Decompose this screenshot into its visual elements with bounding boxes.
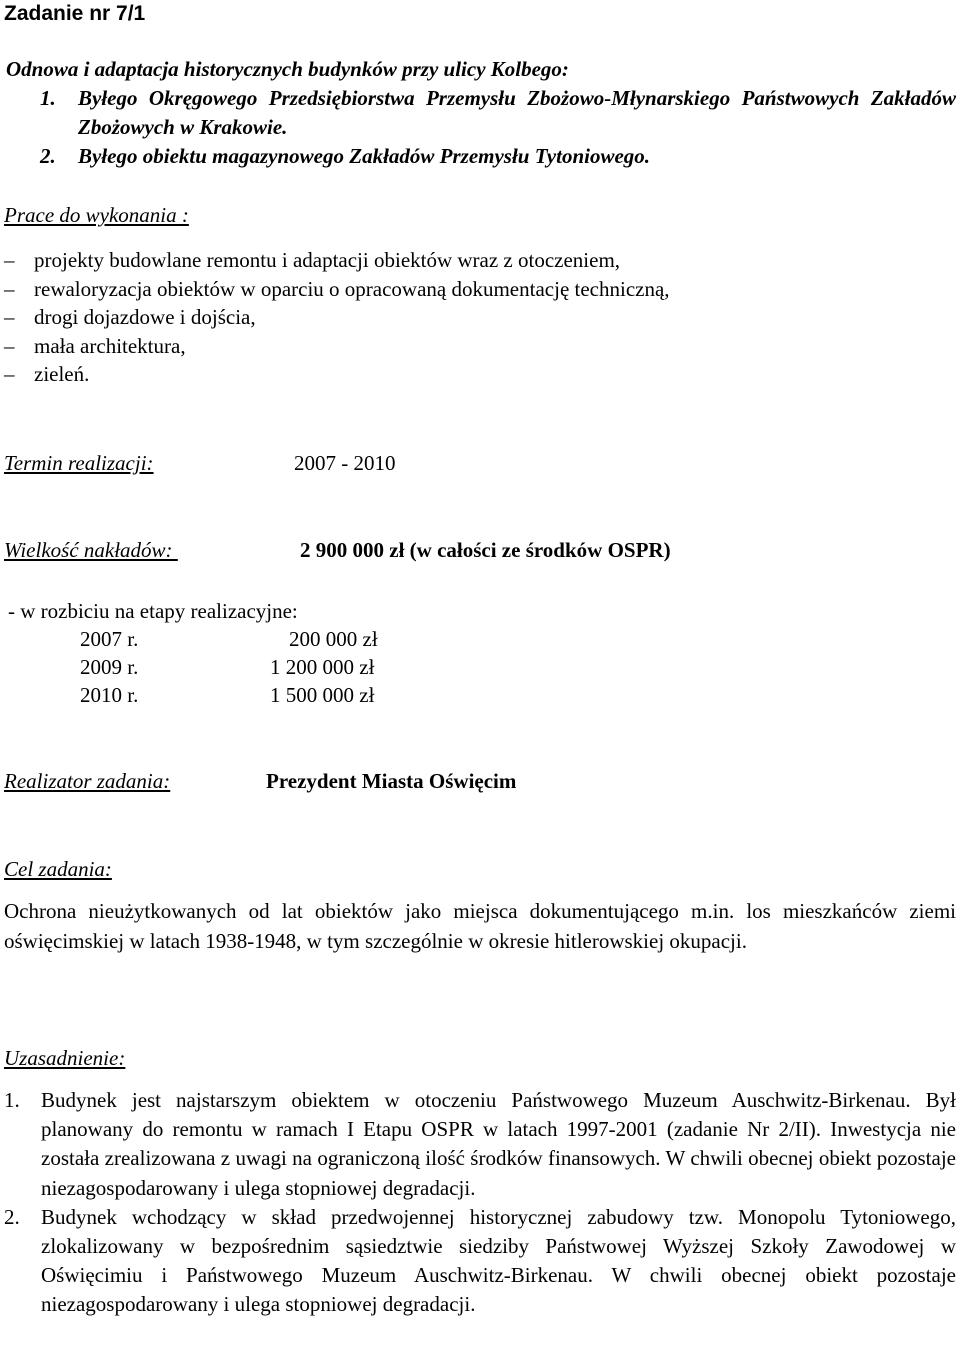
- works-list-item: [4, 303, 670, 332]
- works-list-item: [4, 360, 670, 389]
- justification-list: [4, 1086, 956, 1320]
- dash-bullet: –: [4, 362, 15, 386]
- works-label: Prace do wykonania :: [4, 203, 189, 227]
- costs-label: Wielkość nakładów:: [4, 538, 178, 562]
- task-title-intro: Odnowa i adaptacja historycznych budynków przy ulicy Kolbego:: [6, 57, 569, 81]
- justification-item-text: Budynek jest najstarszym obiektem w otoczeniu Państwowego Muzeum Auschwitz-Birkenau. Był planowany do remontu w ramach I Etapu OSPR w latach 1997-2001 (zadanie Nr 2/II). Inwestycja nie została zrealizowana z uwagi na ograniczoną ilość środków finansowych. W chwili obecnej obiekt pozostaje niezagospodarowany i ulega stopniowej degradacji.: [41, 1088, 956, 1200]
- justification-item-text: Budynek wchodzący w skład przedwojennej historycznej zabudowy tzw. Monopolu Tytoniowego, zlokalizowany w bezpośrednim sąsiedztwie siedziby Państwowej Wyższej Szkoły Zawodowej w Oświęcimiu i Państwowego Muzeum Auschwitz-Birkenau. W chwili obecnej obiekt pozostaje niezagospodarowany i ulega stopniowej degradacji.: [41, 1204, 956, 1317]
- task-title-item-number: 2.: [40, 144, 56, 168]
- executor-value: Prezydent Miasta Oświęcim: [266, 769, 517, 793]
- stage-amount: 1 200 000 zł: [270, 655, 375, 679]
- justification-item-number: 2.: [4, 1204, 20, 1229]
- dash-bullet: –: [4, 248, 15, 272]
- document-heading: Zadanie nr 7/1: [4, 2, 146, 25]
- stage-year: 2007 r.: [80, 627, 139, 651]
- task-title-list: [6, 84, 956, 171]
- task-title-item-number: 1.: [40, 86, 56, 110]
- goal-label: Cel zadania:: [4, 857, 112, 881]
- works-list: [4, 246, 670, 389]
- works-item-text: drogi dojazdowe i dojścia,: [34, 305, 256, 329]
- works-item-text: projekty budowlane remontu i adaptacji obiektów wraz z otoczeniem,: [34, 248, 621, 272]
- works-list-item: [4, 246, 670, 275]
- task-title-item: [6, 84, 956, 142]
- justification-item-number: 1.: [4, 1088, 20, 1112]
- justification-label: Uzasadnienie:: [4, 1046, 126, 1070]
- works-item-text: mała architektura,: [34, 333, 186, 358]
- task-title: [6, 55, 956, 171]
- costs-value: 2 900 000 zł (w całości ze środków OSPR): [300, 538, 671, 562]
- works-list-item: [4, 332, 670, 361]
- works-item-text: zieleń.: [34, 362, 90, 386]
- task-title-item: [6, 142, 956, 171]
- dash-bullet: –: [4, 305, 15, 329]
- task-title-item-text: Byłego Okręgowego Przedsiębiorstwa Przemysłu Zbożowo-Młynarskiego Państwowych Zakładów Zbożowych w Krakowie.: [78, 86, 956, 139]
- stage-amount: 200 000 zł: [289, 627, 378, 651]
- stage-amount: 1 500 000 zł: [270, 683, 375, 707]
- term-value: 2007 - 2010: [294, 451, 396, 475]
- stage-year: 2010 r.: [80, 683, 139, 707]
- works-item-text: rewaloryzacja obiektów w oparciu o opracowaną dokumentację techniczną,: [34, 276, 670, 301]
- works-list-item: [4, 275, 670, 304]
- costs-breakdown-intro: - w rozbiciu na etapy realizacyjne:: [8, 599, 298, 623]
- goal-text: Ochrona nieużytkowanych od lat obiektów jako miejsca dokumentującego m.in. los mieszkańców ziemi oświęcimskiej w latach 1938-1948, w tym szczególnie w okresie hitlerowskiej okupacji.: [4, 899, 956, 953]
- term-label: Termin realizacji:: [4, 451, 154, 475]
- justification-item: [4, 1086, 956, 1203]
- stage-year: 2009 r.: [80, 655, 139, 679]
- justification-item: [4, 1203, 956, 1320]
- dash-bullet: –: [4, 333, 15, 358]
- executor-label: Realizator zadania:: [4, 769, 171, 793]
- dash-bullet: –: [4, 276, 15, 301]
- task-title-item-text: Byłego obiektu magazynowego Zakładów Przemysłu Tytoniowego.: [78, 144, 651, 168]
